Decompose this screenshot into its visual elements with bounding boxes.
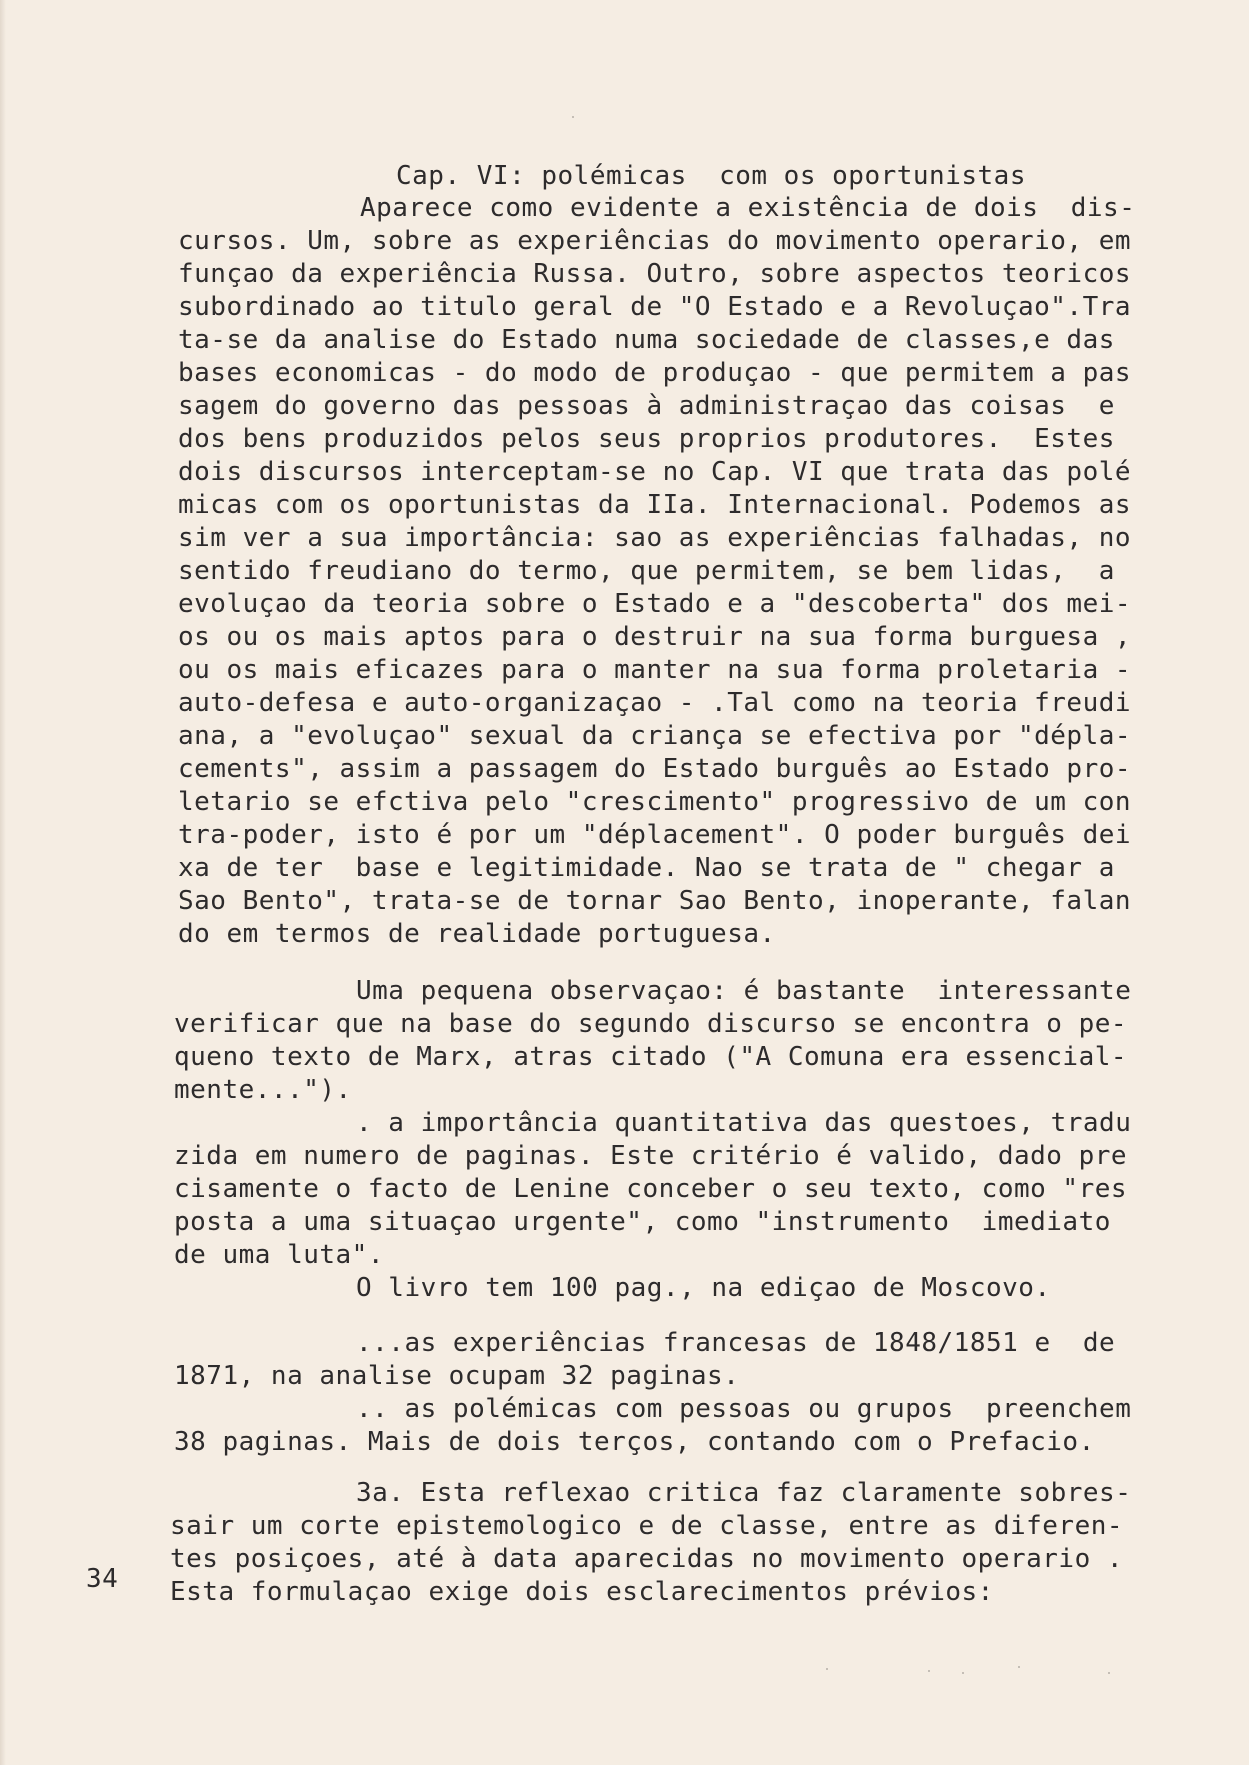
text-line: sair um corte epistemologico e de classe, entre as diferen-	[170, 1511, 1124, 1541]
text-line: micas com os oportunistas da IIa. Internacional. Podemos as	[178, 490, 1132, 520]
text-line: do em termos de realidade portuguesa.	[178, 919, 776, 949]
text-line: 3a. Esta reflexao critica faz claramente sobres-	[356, 1478, 1132, 1508]
paper-speck	[826, 1668, 828, 1670]
text-line: . a importância quantitativa das questoes, tradu	[356, 1108, 1132, 1138]
paper-speck	[962, 1672, 964, 1674]
text-line: Esta formulaçao exige dois esclarecimentos prévios:	[170, 1577, 994, 1607]
text-line: ana, a "evoluçao" sexual da criança se efectiva por "dépla-	[178, 721, 1132, 751]
text-line: 38 paginas. Mais de dois terços, contando com o Prefacio.	[174, 1427, 1095, 1457]
text-line: O livro tem 100 pag., na ediçao de Moscovo.	[356, 1273, 1051, 1303]
paper-speck	[928, 1670, 930, 1672]
text-line: tes posiçoes, até à data aparecidas no movimento operario .	[170, 1544, 1124, 1574]
text-line: Sao Bento", trata-se de tornar Sao Bento, inoperante, falan	[178, 886, 1132, 916]
text-line: cisamente o facto de Lenine conceber o seu texto, como "res	[174, 1174, 1128, 1204]
text-line: mente...").	[174, 1075, 352, 1105]
chapter-heading: Cap. VI: polémicas com os oportunistas	[396, 161, 1026, 191]
text-line: dos bens produzidos pelos seus proprios produtores. Estes	[178, 424, 1115, 454]
text-line: .. as polémicas com pessoas ou grupos preenchem	[356, 1394, 1132, 1424]
text-line: verificar que na base do segundo discurso se encontra o pe-	[174, 1009, 1128, 1039]
paper-speck	[1018, 1666, 1020, 1668]
text-line: zida em numero de paginas. Este critério é valido, dado pre	[174, 1141, 1128, 1171]
text-line: queno texto de Marx, atras citado ("A Comuna era essencial-	[174, 1042, 1128, 1072]
text-line: sagem do governo das pessoas à administraçao das coisas e	[178, 391, 1115, 421]
text-line: cursos. Um, sobre as experiências do movimento operario, em	[178, 226, 1132, 256]
text-line: xa de ter base e legitimidade. Nao se trata de " chegar a	[178, 853, 1115, 883]
text-line: tra-poder, isto é por um "déplacement". O poder burguês dei	[178, 820, 1132, 850]
text-line: de uma luta".	[174, 1240, 384, 1270]
paper-speck	[1108, 1672, 1110, 1674]
paper-speck	[572, 116, 574, 118]
text-line: sim ver a sua importância: sao as experiências falhadas, no	[178, 523, 1132, 553]
text-line: subordinado ao titulo geral de "O Estado e a Revoluçao".Tra	[178, 292, 1132, 322]
text-line: ...as experiências francesas de 1848/1851 e de	[356, 1328, 1116, 1358]
text-line: posta a uma situaçao urgente", como "instrumento imediato	[174, 1207, 1111, 1237]
text-line: dois discursos interceptam-se no Cap. VI que trata das polé	[178, 457, 1132, 487]
text-line: letario se efctiva pelo "crescimento" progressivo de um con	[178, 787, 1132, 817]
text-line: evoluçao da teoria sobre o Estado e a "descoberta" dos mei-	[178, 589, 1132, 619]
text-line: os ou os mais aptos para o destruir na sua forma burguesa ,	[178, 622, 1132, 652]
text-line: Uma pequena observaçao: é bastante interessante	[356, 976, 1132, 1006]
text-line: bases economicas - do modo de produçao - que permitem a pas	[178, 358, 1132, 388]
text-line: sentido freudiano do termo, que permitem, se bem lidas, a	[178, 556, 1115, 586]
text-line: auto-defesa e auto-organizaçao - .Tal como na teoria freudi	[178, 688, 1132, 718]
text-line: Aparece como evidente a existência de dois dis-	[360, 193, 1136, 223]
text-line: funçao da experiência Russa. Outro, sobre aspectos teoricos	[178, 259, 1132, 289]
text-line: ou os mais eficazes para o manter na sua forma proletaria -	[178, 655, 1132, 685]
page-number: 34	[86, 1564, 119, 1594]
text-line: 1871, na analise ocupam 32 paginas.	[174, 1361, 740, 1391]
text-line: cements", assim a passagem do Estado burguês ao Estado pro-	[178, 754, 1132, 784]
text-line: ta-se da analise do Estado numa sociedade de classes,e das	[178, 325, 1115, 355]
